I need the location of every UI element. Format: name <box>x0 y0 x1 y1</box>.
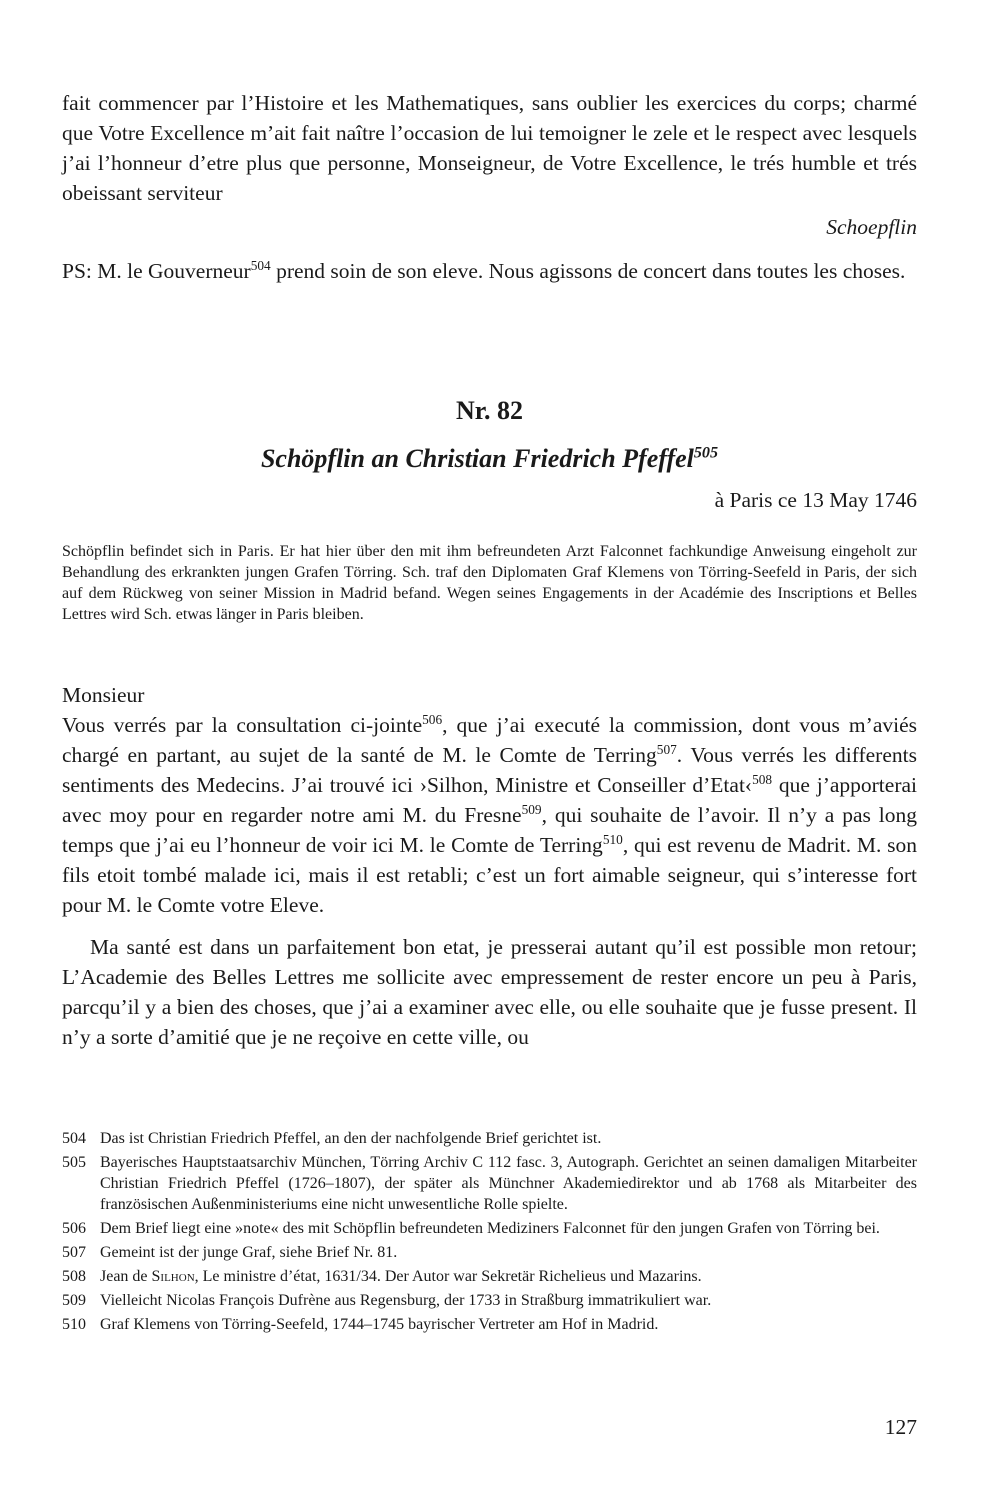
footnote-506 <box>62 1218 917 1239</box>
letter-paragraph-1 <box>62 710 917 920</box>
footnote-text: Dem Brief liegt eine »note« des mit Schöpflin befreundeten Mediziners Falconnet für den jungen Grafen von Törring bei. <box>100 1220 880 1237</box>
postscript <box>62 256 917 286</box>
p1-segment-2: , que j’ai executé la commission, dont vous m’aviés chargé en partant, au sujet de la santé de M. le Comte de Terring <box>62 713 917 767</box>
continuation-text: fait commencer par l’Histoire et les Mathematiques, sans oublier les exercices du corps; charmé que Votre Excellence m’ait fait naître l’occasion de lui temoigner le zele et le respect avec lesquels j’ai l’honneur d’etre plus que personne, Monseigneur, de Votre Excellence, le trés humble et trés obeissant serviteur <box>62 91 917 205</box>
letter-dateline: à Paris ce 13 May 1746 <box>714 488 917 512</box>
footnote-ref-504[interactable]: 504 <box>250 258 271 274</box>
letter-continuation-paragraph <box>62 88 917 208</box>
p1-segment-3: . Vous verrés les differents sentiments des Medecins. J’ai trouvé ici ›Silhon, Ministre et Conseiller d’Etat‹ <box>62 743 917 797</box>
footnote-text: Gemeint ist der junge Graf, siehe Brief Nr. 81. <box>100 1244 398 1261</box>
footnotes <box>62 1128 917 1338</box>
letter-title-text: Schöpflin an Christian Friedrich Pfeffel <box>260 444 694 473</box>
footnote-507 <box>62 1242 917 1263</box>
footnote-text-start: Jean de <box>100 1268 152 1285</box>
footnote-ref-507[interactable]: 507 <box>656 742 677 758</box>
p1-segment-1: Vous verrés par la consultation ci-jointe <box>62 713 423 737</box>
footnote-ref-509[interactable]: 509 <box>521 802 542 818</box>
p1-segment-6: , qui est revenu de Madrit. M. son fils etoit tombé malade ici, mais il est retabli; c’est un fort aimable seigneur, qui s’interesse fort pour M. le Comte votre Eleve. <box>62 833 917 917</box>
footnote-504 <box>62 1128 917 1149</box>
footnote-ref-510[interactable]: 510 <box>602 832 623 848</box>
p1-segment-4: que j’apporterai avec moy pour en regarder notre ami M. du Fresne <box>62 773 917 827</box>
footnote-number: 505 <box>62 1154 86 1171</box>
postscript-text-end: prend soin de son eleve. Nous agissons de concert dans toutes les choses. <box>270 259 906 283</box>
footnote-number: 508 <box>62 1268 86 1285</box>
author-name: Silhon <box>151 1268 195 1285</box>
footnote-number: 507 <box>62 1244 86 1261</box>
footnote-text: Das ist Christian Friedrich Pfeffel, an den der nachfolgende Brief gerichtet ist. <box>100 1130 602 1147</box>
footnote-text: Graf Klemens von Törring-Seefeld, 1744–1745 bayrischer Vertreter am Hof in Madrid. <box>100 1316 659 1333</box>
letter-paragraph-2: Ma santé est dans un parfaitement bon etat, je presserai autant qu’il est possible mon retour; L’Academie des Belles Lettres me sollicite avec empressement de rester encore un peu à Paris, parcqu’il y a bien des choses, que j’ai a examiner avec elle, ou elle souhaite que je fusse present. Il n’y a sorte d’amitié que je ne reçoive en cette ville, ou <box>62 935 917 1049</box>
letter-number-heading: Nr. 82 <box>456 396 523 425</box>
footnote-text: Bayerisches Hauptstaatsarchiv München, Törring Archiv C 112 fasc. 3, Autograph. Gerichtet an seinen damaligen Mitarbeiter Christian Friedrich Pfeffel (1726–1807), der später als Münchner Akademiedirektor und ab 1768 als Mitarbeiter des französischen Außenministeriums eine nicht unwesentliche Rolle spielte. <box>100 1154 917 1213</box>
letter-summary: Schöpflin befindet sich in Paris. Er hat hier über den mit ihm befreundeten Arzt Falconnet fachkundige Anweisung eingeholt zur Behandlung des erkrankten jungen Grafen Törring. Sch. traf den Diplomaten Graf Klemens von Törring-Seefeld in Paris, der sich auf dem Rückweg von seiner Mission in Madrid befand. Wegen seines Engagements in der Académie des Inscriptions et Belles Lettres wird Sch. etwas länger in Paris bleiben. <box>62 543 917 623</box>
letter-title <box>62 443 917 475</box>
footnote-text <box>100 1266 917 1287</box>
footnote-505 <box>62 1152 917 1215</box>
page-number: 127 <box>884 1415 917 1439</box>
footnote-ref-506[interactable]: 506 <box>422 712 443 728</box>
footnote-ref-508[interactable]: 508 <box>752 772 773 788</box>
footnote-text-end: , Le ministre d’état, 1631/34. Der Autor war Sekretär Richelieus und Mazarins. <box>194 1268 702 1285</box>
footnote-text: Vielleicht Nicolas François Dufrène aus Regensburg, der 1733 in Straßburg immatrikuliert war. <box>100 1292 712 1309</box>
footnote-number: 506 <box>62 1220 86 1237</box>
footnote-509 <box>62 1290 917 1311</box>
footnote-508 <box>62 1266 917 1287</box>
footnote-number: 510 <box>62 1316 86 1333</box>
salutation: Monsieur <box>62 683 145 707</box>
footnote-ref-505[interactable]: 505 <box>693 444 719 462</box>
footnote-number: 504 <box>62 1130 86 1147</box>
p1-segment-5: , qui souhaite de l’avoir. Il n’y a pas long temps que j’ai eu l’honneur de voir ici M. le Comte de Terring <box>62 803 917 857</box>
footnote-number: 509 <box>62 1292 86 1309</box>
postscript-text-start: PS: M. le Gouverneur <box>62 259 251 283</box>
footnote-510 <box>62 1314 917 1335</box>
signature: Schoepflin <box>826 215 917 239</box>
